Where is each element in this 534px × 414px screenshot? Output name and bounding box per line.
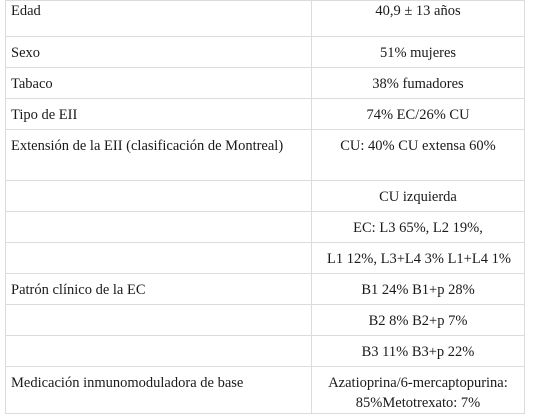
row-label: Edad — [6, 1, 312, 37]
row-value: 51% mujeres — [312, 37, 525, 68]
row-value: 40,9 ± 13 años — [312, 1, 525, 37]
row-value: B1 24% B1+p 28% — [312, 274, 525, 305]
table-row — [6, 1, 525, 37]
row-label: Tipo de EII — [6, 99, 312, 130]
row-value: 38% fumadores — [312, 68, 525, 99]
row-label — [6, 212, 312, 243]
table-row — [6, 68, 525, 99]
row-value: B2 8% B2+p 7% — [312, 305, 525, 336]
table-row — [6, 181, 525, 212]
table-row — [6, 336, 525, 367]
row-value: L1 12%, L3+L4 3% L1+L4 1% — [312, 243, 525, 274]
row-label: Sexo — [6, 37, 312, 68]
row-label — [6, 305, 312, 336]
table-row — [6, 212, 525, 243]
row-label: Tabaco — [6, 68, 312, 99]
row-label: Patrón clínico de la EC — [6, 274, 312, 305]
table-row — [6, 243, 525, 274]
row-value: Azatioprina/6-mercaptopurina: 85%Metotrexato: 7% — [312, 367, 525, 414]
row-value: CU: 40% CU extensa 60% — [312, 130, 525, 181]
row-label: Medicación inmunomoduladora de base — [6, 367, 312, 414]
patient-characteristics-table — [5, 0, 525, 414]
row-label — [6, 181, 312, 212]
row-value: CU izquierda — [312, 181, 525, 212]
table-row — [6, 99, 525, 130]
table-row — [6, 305, 525, 336]
row-label — [6, 243, 312, 274]
table-row — [6, 274, 525, 305]
row-value: B3 11% B3+p 22% — [312, 336, 525, 367]
row-label — [6, 336, 312, 367]
row-label: Extensión de la EII (clasificación de Montreal) — [6, 130, 312, 181]
row-value: EC: L3 65%, L2 19%, — [312, 212, 525, 243]
table-row — [6, 130, 525, 181]
table-row — [6, 37, 525, 68]
row-value: 74% EC/26% CU — [312, 99, 525, 130]
table-row — [6, 367, 525, 414]
